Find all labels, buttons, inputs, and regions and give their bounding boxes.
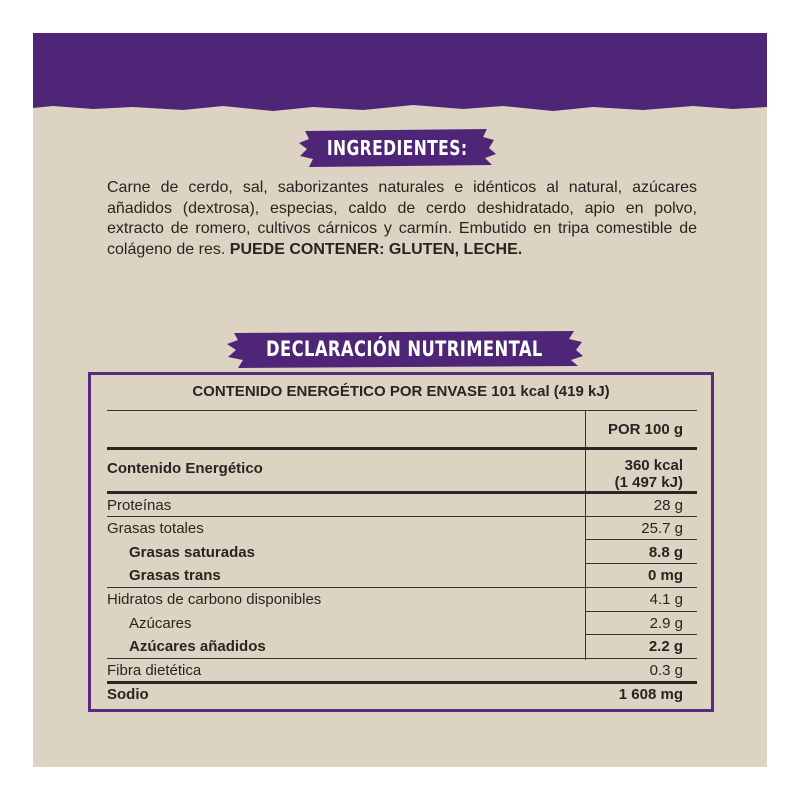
column-header: POR 100 g (607, 421, 683, 438)
nutrient-label: Grasas totales (107, 520, 204, 537)
ingredients-text-block (107, 178, 697, 260)
nutrient-value: 0.3 g (649, 662, 683, 679)
nutrient-label: Grasas trans (129, 567, 221, 584)
table-divider (585, 634, 697, 635)
top-purple-band (33, 33, 767, 115)
table-divider (585, 539, 697, 540)
nutrient-label: Grasas saturadas (129, 544, 255, 561)
table-divider (107, 410, 697, 411)
table-divider (107, 491, 697, 494)
nutrition-banner (224, 329, 584, 369)
energy-per-package: CONTENIDO ENERGÉTICO POR ENVASE 101 kcal (419 kJ) (192, 383, 610, 400)
table-divider (585, 563, 697, 564)
table-divider (585, 611, 697, 612)
nutrient-value: 0 mg (647, 567, 683, 584)
table-divider (107, 516, 697, 517)
ingredients-title: INGREDIENTES: (326, 136, 468, 160)
nutrient-value: 28 g (653, 497, 683, 514)
nutrient-label: Azúcares añadidos (129, 638, 266, 655)
allergens-warning: PUEDE CONTENER: GLUTEN, LECHE. (229, 240, 523, 258)
nutrient-value: 8.8 g (648, 544, 683, 561)
table-divider (107, 587, 697, 588)
nutrition-title: DECLARACIÓN NUTRIMENTAL (265, 337, 543, 361)
nutrition-table (88, 372, 714, 712)
energy-label: Contenido Energético (107, 460, 263, 477)
table-divider (107, 447, 697, 450)
ingredients-banner (297, 128, 497, 168)
table-divider (107, 658, 697, 659)
energy-kcal: 360 kcal (624, 457, 683, 474)
nutrient-value: 25.7 g (641, 520, 683, 537)
label-panel (33, 33, 767, 767)
nutrient-value: 4.1 g (649, 591, 683, 608)
nutrient-label: Hidratos de carbono disponibles (107, 591, 322, 608)
ingredients-text: Carne de cerdo, sal, saborizantes naturales e idénticos al natural, azúcares añadidos (dextrosa), especias, caldo de cerdo deshidratado, apio en polvo, extracto de romero, cultivos cárnicos y carmín. Embutido en tripa comestible de colágeno de res. (107, 179, 697, 258)
nutrient-label: Fibra dietética (107, 662, 202, 679)
nutrient-value: 2.2 g (648, 638, 683, 655)
nutrient-label: Azúcares (129, 615, 192, 632)
energy-kj: (1 497 kJ) (614, 474, 683, 491)
nutrient-value: 1 608 mg (618, 686, 683, 703)
table-divider (107, 681, 697, 684)
nutrient-value: 2.9 g (649, 615, 683, 632)
nutrient-label: Proteínas (107, 497, 172, 514)
nutrient-label: Sodio (107, 686, 149, 703)
